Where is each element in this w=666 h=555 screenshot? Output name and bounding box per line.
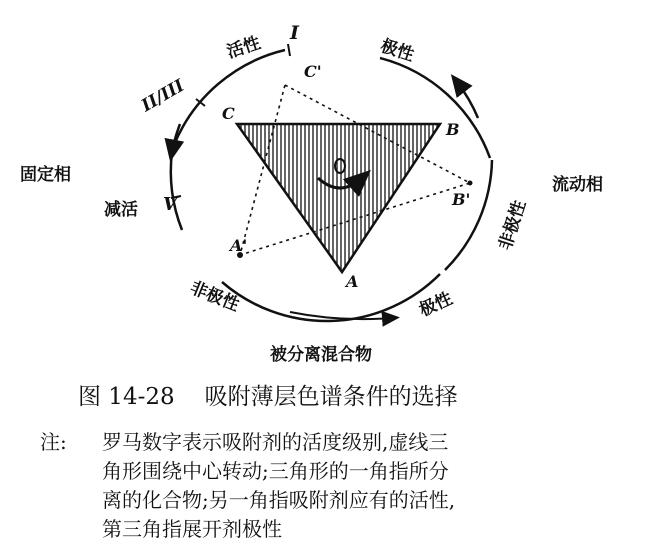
note-label: 注: <box>40 430 67 454</box>
vertex-c-prime-label: C' <box>304 62 322 81</box>
figure-title: 吸附薄层色谱条件的选择 <box>204 384 458 410</box>
deactivated-label: 减活 <box>104 200 138 220</box>
polarity-top-label: 极性 <box>377 36 417 66</box>
nonpolar-bottom-label: 非极性 <box>187 277 242 316</box>
vertex-dot-b-prime <box>468 181 473 186</box>
note-line: 第三角指展开剂极性 <box>102 517 282 541</box>
figure-caption <box>78 378 458 411</box>
tick-one <box>288 44 290 56</box>
activity-label: 活性 <box>224 33 264 63</box>
vertex-a-label: A <box>346 272 359 291</box>
vertex-c-label: C <box>222 104 235 123</box>
main-triangle <box>237 124 440 272</box>
figure-number: 图 14-28 <box>78 384 175 410</box>
arc-mobile <box>445 160 492 270</box>
nonpolar-right-label: 非极性 <box>495 197 531 253</box>
separated-compound-label: 被分离混合物 <box>270 345 372 365</box>
arc-polarity-arrow <box>457 82 478 118</box>
note-line: 角形围绕中心转动;三角形的一角指所分 <box>102 459 449 483</box>
vertex-a-prime-label: A' <box>230 236 248 255</box>
mobile-phase-label: 流动相 <box>552 175 603 195</box>
roman-one-label: I <box>290 22 299 44</box>
stationary-phase-label: 固定相 <box>20 165 71 185</box>
vertex-b-prime-label: B' <box>452 190 471 209</box>
vertex-b-label: B <box>446 120 460 139</box>
arc-bottom <box>222 274 440 321</box>
note-line: 罗马数字表示吸附剂的活度级别,虚线三 <box>102 430 449 454</box>
roman-five-label: V <box>163 194 177 215</box>
note-line: 离的化合物;另一角指吸附剂应有的活性, <box>102 488 456 512</box>
polarity-bottom-label: 极性 <box>416 288 456 321</box>
arc-left <box>171 152 182 230</box>
note-body <box>102 428 662 544</box>
arc-activity-arrow <box>172 124 180 152</box>
roman-two-three-label: II/III <box>138 75 188 117</box>
